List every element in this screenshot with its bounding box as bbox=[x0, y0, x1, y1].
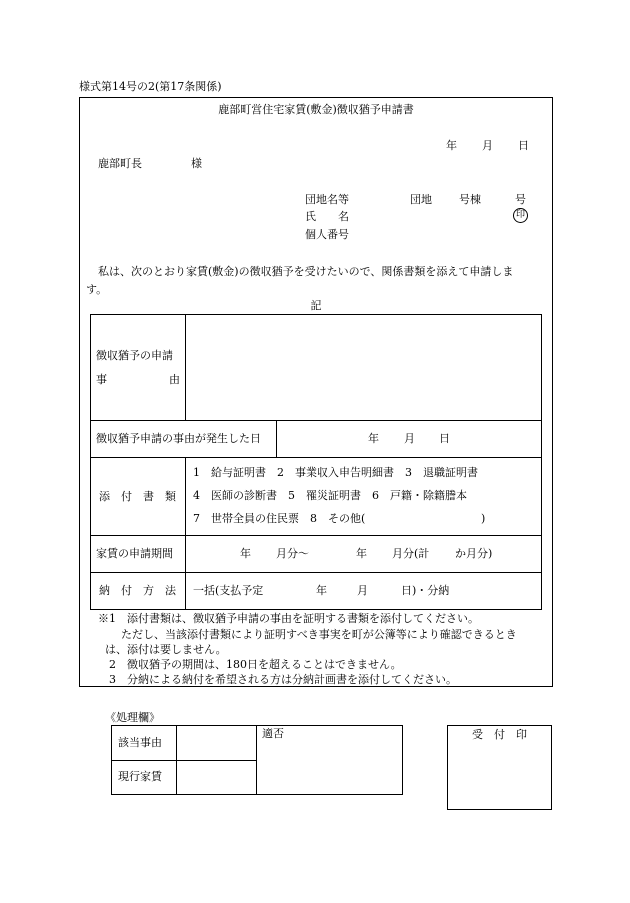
note-2: 2 徴収猶予の期間は、180日を超えることはできません。 bbox=[109, 658, 402, 671]
seal-mark: 印 bbox=[515, 210, 525, 220]
personal-number-label: 個人番号 bbox=[305, 228, 349, 241]
reason-label-1: 徴収猶予の申請 bbox=[96, 349, 173, 362]
period-year-1: 年 bbox=[240, 547, 251, 560]
form-number: 様式第14号の2(第17条関係) bbox=[79, 80, 222, 93]
name-label: 氏 名 bbox=[305, 210, 349, 223]
note-3: 3 分納による納付を希望される方は分納計画書を添付してください。 bbox=[109, 673, 457, 686]
attachments-label: 添 付 書 類 bbox=[99, 490, 176, 503]
reception-stamp-label: 受 付 印 bbox=[472, 728, 527, 741]
period-month-1: 月分〜 bbox=[276, 547, 309, 560]
current-rent-label: 現行家賃 bbox=[118, 770, 162, 783]
building-unit: 号棟 bbox=[459, 193, 481, 206]
date-month-label: 月 bbox=[482, 139, 493, 152]
addressee-honorific: 様 bbox=[191, 157, 202, 170]
reason-label-2b: 由 bbox=[169, 373, 180, 386]
form-title: 鹿部町営住宅家賃(敷金)徴収猶予申請書 bbox=[218, 103, 414, 116]
date-day-label: 日 bbox=[518, 139, 529, 152]
period-total: か月分) bbox=[455, 547, 493, 560]
payment-year: 年 bbox=[316, 584, 327, 597]
occurrence-year: 年 bbox=[368, 432, 379, 445]
payment-day-installment: 日)・分納 bbox=[401, 584, 450, 597]
applicable-reason-label: 該当事由 bbox=[118, 736, 162, 749]
complex-unit: 団地 bbox=[410, 193, 432, 206]
approval-label: 適否 bbox=[262, 727, 284, 740]
table-rule bbox=[90, 572, 542, 573]
table-rule bbox=[185, 314, 186, 420]
payment-month: 月 bbox=[357, 584, 368, 597]
occurrence-label: 徴収猶予申請の事由が発生した日 bbox=[96, 432, 261, 445]
table-rule bbox=[276, 420, 277, 457]
statement-line-2: す。 bbox=[86, 283, 108, 296]
table-rule bbox=[185, 457, 186, 610]
ki-mark: 記 bbox=[310, 299, 322, 312]
room-unit: 号 bbox=[515, 193, 526, 206]
payment-label: 納 付 方 法 bbox=[99, 584, 176, 597]
table-rule bbox=[111, 760, 257, 761]
period-month-2: 月分(計 bbox=[392, 547, 430, 560]
attachments-line-1: 1 給与証明書 2 事業収入申告明細書 3 退職証明書 bbox=[193, 466, 478, 479]
seal-circle bbox=[513, 208, 528, 223]
note-1-line-1: ※1 添付書類は、徴収猶予申請の事由を証明する書類を添付してください。 bbox=[98, 612, 479, 625]
note-1-line-3: は、添付は要しません。 bbox=[105, 643, 227, 656]
complex-label: 団地名等 bbox=[305, 193, 349, 206]
occurrence-day: 日 bbox=[439, 432, 450, 445]
period-year-2: 年 bbox=[356, 547, 367, 560]
period-label: 家賃の申請期間 bbox=[96, 547, 173, 560]
addressee-name: 鹿部町長 bbox=[98, 157, 142, 170]
statement-line-1: 私は、次のとおり家賃(敷金)の徴収猶予を受けたいので、関係書類を添えて申請しま bbox=[98, 265, 514, 278]
attachments-line-3a: 7 世帯全員の住民票 8 その他( bbox=[193, 512, 366, 525]
date-year-label: 年 bbox=[446, 139, 457, 152]
processing-heading: 《処理欄》 bbox=[105, 711, 160, 724]
table-rule bbox=[90, 457, 542, 458]
reason-label-2a: 事 bbox=[96, 373, 107, 386]
occurrence-month: 月 bbox=[404, 432, 415, 445]
attachments-line-3b: ) bbox=[481, 512, 486, 525]
table-rule bbox=[90, 420, 542, 421]
payment-lump-sum: 一括(支払予定 bbox=[193, 584, 264, 597]
attachments-line-2: 4 医師の診断書 5 罹災証明書 6 戸籍・除籍謄本 bbox=[193, 489, 467, 502]
note-1-line-2: ただし、当該添付書類により証明すべき事実を町が公簿等により確認できるとき bbox=[121, 628, 517, 641]
table-rule bbox=[90, 535, 542, 536]
